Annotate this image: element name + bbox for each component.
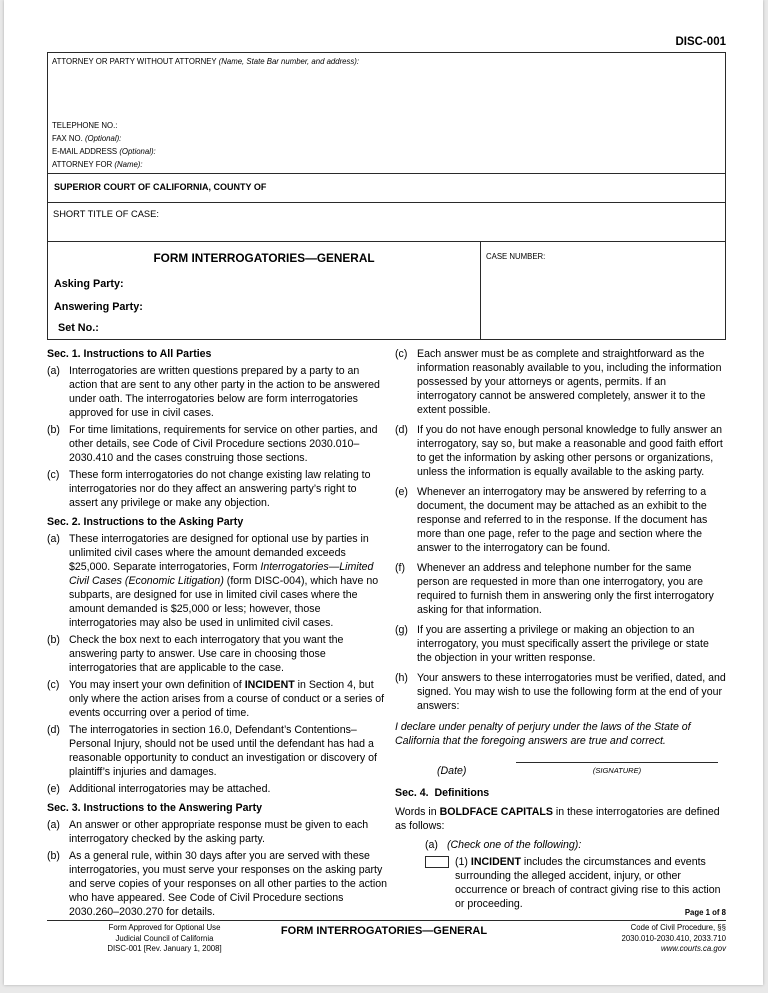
item-text: Each answer must be as complete and straightforward as the information reasonably available to you, including the information possessed by your attorneys or agents, permits. If an interrogatory cannot be answered completely, answer it to the extent possible.: [417, 348, 722, 416]
short-title-label: SHORT TITLE OF CASE:: [53, 209, 159, 219]
item-label: (d): [47, 724, 60, 736]
section-4-heading: Sec. 4. Definitions: [395, 787, 490, 799]
page-title: FORM INTERROGATORIES—GENERAL: [153, 251, 375, 265]
sec3-item-d: [395, 423, 726, 479]
sec2-item-d: [47, 723, 387, 779]
section-3-heading: Sec. 3. Instructions to the Answering Party: [47, 802, 263, 814]
item-label: (h): [395, 672, 408, 684]
case-number-cell: [481, 242, 725, 339]
title-cell: [48, 242, 481, 339]
footer-code-block: [506, 923, 726, 955]
attorney-info-box: [48, 53, 725, 173]
item-text: Additional interrogatories may be attached.: [69, 783, 271, 795]
sec3-item-a: [47, 818, 387, 846]
left-column: [47, 345, 387, 919]
definition-text: (1) INCIDENT includes the circumstances and events surrounding the alleged accident, injury, or other occurrence or breach of contract giving rise to this action or proceeding.: [455, 856, 721, 910]
date-label: (Date): [437, 765, 467, 777]
sec2-item-c: [47, 678, 387, 720]
attorney-label: ATTORNEY OR PARTY WITHOUT ATTORNEY (Name, State Bar number, and address):: [52, 57, 360, 66]
signature-label: (SIGNATURE): [592, 766, 642, 775]
form-header-box: [47, 52, 726, 340]
item-label: (c): [395, 348, 408, 360]
contact-labels: [52, 119, 156, 171]
item-text: Your answers to these interrogatories must be verified, dated, and signed. You may wish to use the following form at the end of your answers:: [417, 672, 726, 712]
item-label: (c): [47, 469, 60, 481]
item-label: (b): [47, 850, 60, 862]
signature-block: [516, 762, 718, 778]
sec3-item-b: [47, 849, 387, 919]
item-text: These form interrogatories do not change existing law relating to interrogatories nor do they affect an answering party’s right to assert any privilege or make any objection.: [69, 469, 371, 509]
item-label: (b): [47, 424, 60, 436]
item-text: As a general rule, within 30 days after you are served with these interrogatories, you must serve your responses on the asking party and serve copies of your responses on all other parties to the action who have appeared. See Code of Civil Procedure sections 2030.260–2030.270 for details.: [69, 850, 387, 918]
item-text: You may insert your own definition of INCIDENT in Section 4, but only where the action arises from a course of conduct or a series of events occurring over a period of time.: [69, 679, 385, 719]
answering-party-label: Answering Party:: [54, 301, 143, 313]
section-1-heading: Sec. 1. Instructions to All Parties: [47, 348, 212, 360]
item-text: The interrogatories in section 16.0, Defendant’s Contentions–Personal Injury, should not be used until the defendant has had a reasonable opportunity to conduct an investigation or discovery of plaintiff’s injuries and damages.: [69, 724, 377, 778]
sec2-item-a: [47, 532, 387, 630]
sec2-item-b: [47, 633, 387, 675]
body-columns: [47, 345, 726, 919]
item-label: (a): [47, 819, 60, 831]
sec2-item-e: [47, 782, 387, 796]
perjury-declaration: I declare under penalty of perjury under the laws of the State of California that the foregoing answers are true and correct.: [395, 721, 691, 747]
section-4-intro: Words in BOLDFACE CAPITALS in these interrogatories are defined as follows:: [395, 806, 720, 832]
footer-revision-line: DISC-001 [Rev. January 1, 2008]: [107, 944, 222, 953]
sec3-item-f: [395, 561, 726, 617]
sec1-item-a: [47, 364, 387, 420]
item-label: (a): [425, 839, 438, 851]
item-text: These interrogatories are designed for optional use by parties in unlimited civil cases where the amount demanded exceeds $25,000. Separate interrogatories, Form Interrogatories—Limited Civil Cases (Economic Litigation) (form DISC-004), which have no subparts, are designed for use in limited civil cases where the amount demanded is $25,000 or less; however, those interrogatories may also be used in unlimited civil cases.: [69, 533, 379, 629]
telephone-label: TELEPHONE NO.:: [52, 121, 118, 130]
item-label: (e): [395, 486, 408, 498]
section-2-heading: Sec. 2. Instructions to the Asking Party: [47, 516, 244, 528]
set-no-label: Set No.:: [58, 322, 99, 334]
item-text: Check the box next to each interrogatory that you want the answering party to answer. Use care in choosing those interrogatories that are applicable to the case.: [69, 634, 344, 674]
sec3-item-g: [395, 623, 726, 665]
fax-label: FAX NO. (Optional):: [52, 134, 122, 143]
item-text: Whenever an address and telephone number for the same person are requested in more than one interrogatory, you are required to furnish them in answering only the first interrogatory asking for that information.: [417, 562, 714, 616]
sec1-item-c: [47, 468, 387, 510]
item-label: (e): [47, 783, 60, 795]
court-label: SUPERIOR COURT OF CALIFORNIA, COUNTY OF: [54, 182, 267, 192]
sec3-item-e: [395, 485, 726, 555]
footer-council-line: Judicial Council of California: [115, 933, 214, 943]
sec1-item-b: [47, 423, 387, 465]
item-label: (a): [47, 365, 60, 377]
title-row: [48, 241, 725, 339]
case-number-label: CASE NUMBER:: [486, 252, 546, 261]
item-label: (a): [47, 533, 60, 545]
sec3-item-h: [395, 671, 726, 713]
sec3-item-c: [395, 347, 726, 417]
asking-party-label: Asking Party:: [54, 278, 124, 290]
page-indicator: Page 1 of 8: [684, 908, 726, 917]
item-text: For time limitations, requirements for service on other parties, and other details, see Code of Civil Procedure sections 2030.010–2030.410 and the cases construing those sections.: [69, 424, 378, 464]
footer-divider: [47, 920, 726, 921]
item-text: Whenever an interrogatory may be answered by referring to a document, the document may be attached as an exhibit to the response and referred to in the response. If the document has more than one page, refer to the page and section where the answer to the interrogatory can be found.: [417, 486, 708, 554]
form-number: DISC-001: [675, 36, 726, 48]
incident-definition-checkbox[interactable]: [425, 856, 449, 868]
item-label: (f): [395, 562, 405, 574]
attorney-for-label: ATTORNEY FOR (Name):: [52, 160, 143, 169]
footer-code-line: Code of Civil Procedure, §§: [630, 923, 726, 932]
item-label: (g): [395, 624, 408, 636]
item-label: (d): [395, 424, 408, 436]
email-label: E-MAIL ADDRESS (Optional):: [52, 147, 156, 156]
incident-definition-1: [425, 855, 726, 911]
item-text: (Check one of the following):: [447, 839, 582, 851]
date-signature-row: [395, 762, 726, 778]
right-column: [395, 345, 726, 919]
sec4-item-a: [425, 838, 726, 852]
item-label: (b): [47, 634, 60, 646]
footer-sections-line: 2030.010-2030.410, 2033.710: [621, 933, 726, 943]
court-name-row: [48, 173, 725, 202]
short-title-row: [48, 202, 725, 241]
document-page: [4, 0, 763, 985]
courts-website-link: www.courts.ca.gov: [661, 944, 726, 953]
item-text: Interrogatories are written questions prepared by a party to an action that are sent to any other party in the action to be answered under oath. The interrogatories below are form interrogatories approved for use in civil cases.: [69, 365, 380, 419]
footer-approval-line: Form Approved for Optional Use: [108, 923, 221, 932]
item-label: (c): [47, 679, 60, 691]
footer-form-title: FORM INTERROGATORIES—GENERAL: [280, 925, 488, 937]
item-text: An answer or other appropriate response must be given to each interrogatory checked by the asking party.: [69, 819, 369, 845]
item-text: If you are asserting a privilege or making an objection to an interrogatory, you must specifically assert the privilege or state the objection in your written response.: [417, 624, 709, 664]
item-text: If you do not have enough personal knowledge to fully answer an interrogatory, say so, but make a reasonable and good faith effort to get the information by asking other persons or organizations, unless the information is equally available to the asking party.: [417, 424, 723, 478]
